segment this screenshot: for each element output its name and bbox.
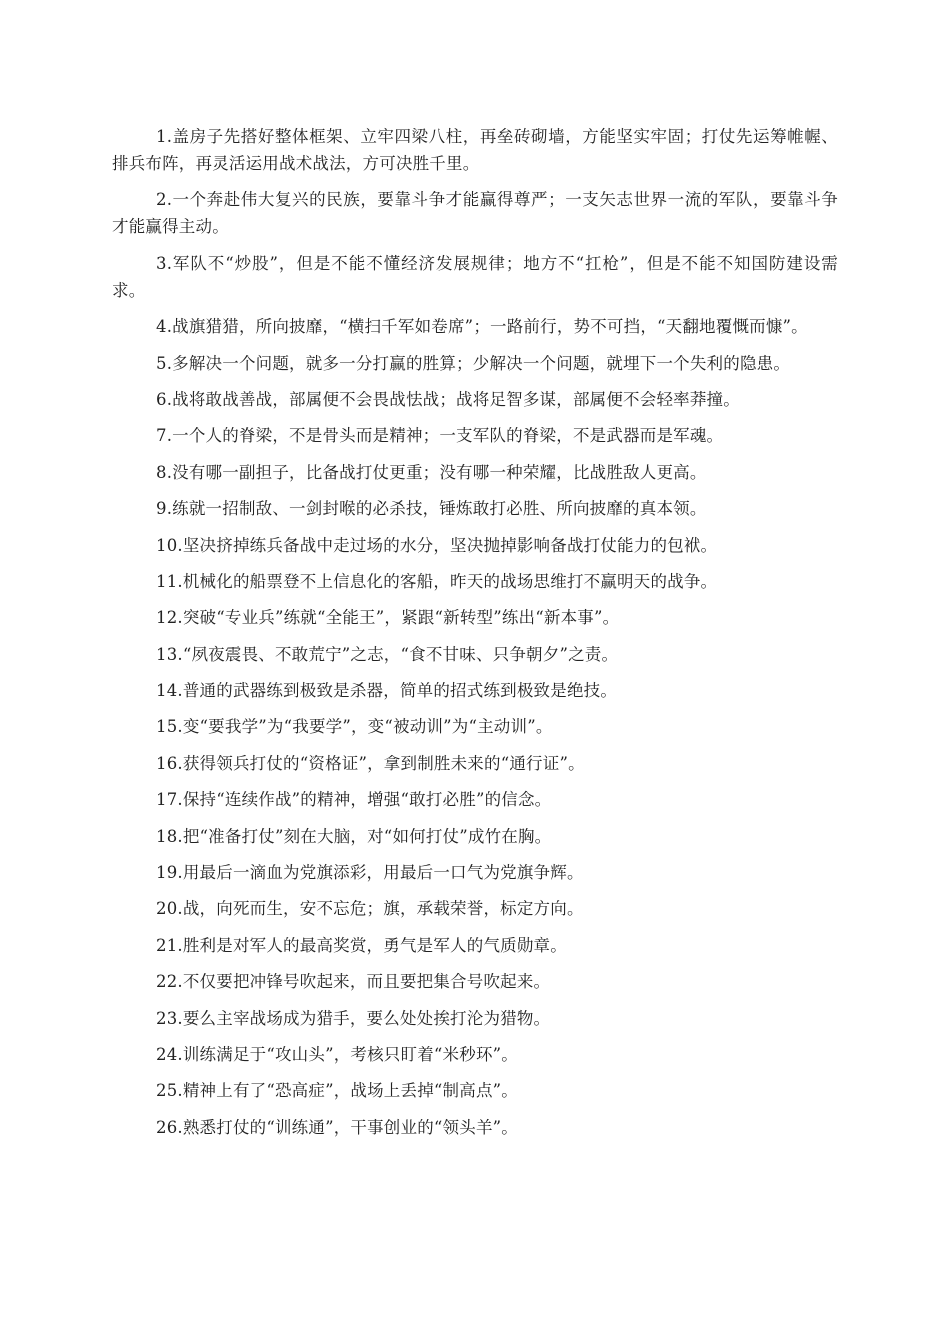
paragraph-4: 4.战旗猎猎，所向披靡，“横扫千军如卷席”；一路前行，势不可挡，“天翻地覆慨而慷”。 [156,317,808,337]
paragraph-14: 14.普通的武器练到极致是杀器，简单的招式练到极致是绝技。 [156,681,618,701]
paragraph-11: 11.机械化的船票登不上信息化的客船，昨天的战场思维打不赢明天的战争。 [156,571,718,591]
paragraph-23: 23.要么主宰战场成为猎手，要么处处挨打沦为猎物。 [156,1008,551,1028]
paragraph-7: 7.一个人的脊梁，不是骨头而是精神；一支军队的脊梁，不是武器而是军魂。 [156,426,724,446]
paragraph-15: 15.变“要我学”为“我要学”，变“被动训”为“主动训”。 [156,717,553,737]
document-body [112,123,838,1150]
paragraph-1: 1.盖房子先搭好整体框架、立牢四梁八柱，再垒砖砌墙，方能坚实牢固；打仗先运筹帷幄、排兵布阵，再灵活运用战术战法，方可决胜千里。 [112,127,838,173]
paragraph-2: 2.一个奔赴伟大复兴的民族，要靠斗争才能赢得尊严；一支矢志世界一流的军队，要靠斗争才能赢得主动。 [112,190,838,237]
paragraph-19: 19.用最后一滴血为党旗添彩，用最后一口气为党旗争辉。 [156,863,584,883]
paragraph-12: 12.突破“专业兵”练就“全能王”，紧跟“新转型”练出“新本事”。 [156,608,620,628]
paragraph-10: 10.坚决挤掉练兵备战中走过场的水分，坚决抛掉影响备战打仗能力的包袱。 [156,535,718,555]
paragraph-20: 20.战，向死而生，安不忘危；旗，承载荣誉，标定方向。 [156,899,584,919]
paragraph-21: 21.胜利是对军人的最高奖赏，勇气是军人的气质勋章。 [156,935,567,955]
paragraph-26: 26.熟悉打仗的“训练通”，干事创业的“领头羊”。 [156,1117,518,1137]
paragraph-3: 3.军队不“炒股”，但是不能不懂经济发展规律；地方不“扛枪”，但是不能不知国防建设需求。 [112,253,838,300]
paragraph-17: 17.保持“连续作战”的精神，增强“敢打必胜”的信念。 [156,790,552,810]
paragraph-5: 5.多解决一个问题，就多一分打赢的胜算；少解决一个问题，就埋下一个失利的隐患。 [156,353,791,373]
paragraph-24: 24.训练满足于“攻山头”，考核只盯着“米秒环”。 [156,1044,518,1064]
paragraph-9: 9.练就一招制敌、一剑封喉的必杀技，锤炼敢打必胜、所向披靡的真本领。 [156,499,707,519]
paragraph-25: 25.精神上有了“恐高症”，战场上丢掉“制高点”。 [156,1081,518,1101]
paragraph-6: 6.战将敢战善战，部属便不会畏战怯战；战将足智多谋，部属便不会轻率莽撞。 [156,389,740,409]
paragraph-16: 16.获得领兵打仗的“资格证”，拿到制胜未来的“通行证”。 [156,753,585,773]
paragraph-8: 8.没有哪一副担子，比备战打仗更重；没有哪一种荣耀，比战胜敌人更高。 [156,462,707,482]
paragraph-13: 13.“夙夜震畏、不敢荒宁”之志，“食不甘味、只争朝夕”之责。 [156,644,619,664]
paragraph-22: 22.不仅要把冲锋号吹起来，而且要把集合号吹起来。 [156,972,551,992]
paragraph-18: 18.把“准备打仗”刻在大脑，对“如何打仗”成竹在胸。 [156,826,552,846]
